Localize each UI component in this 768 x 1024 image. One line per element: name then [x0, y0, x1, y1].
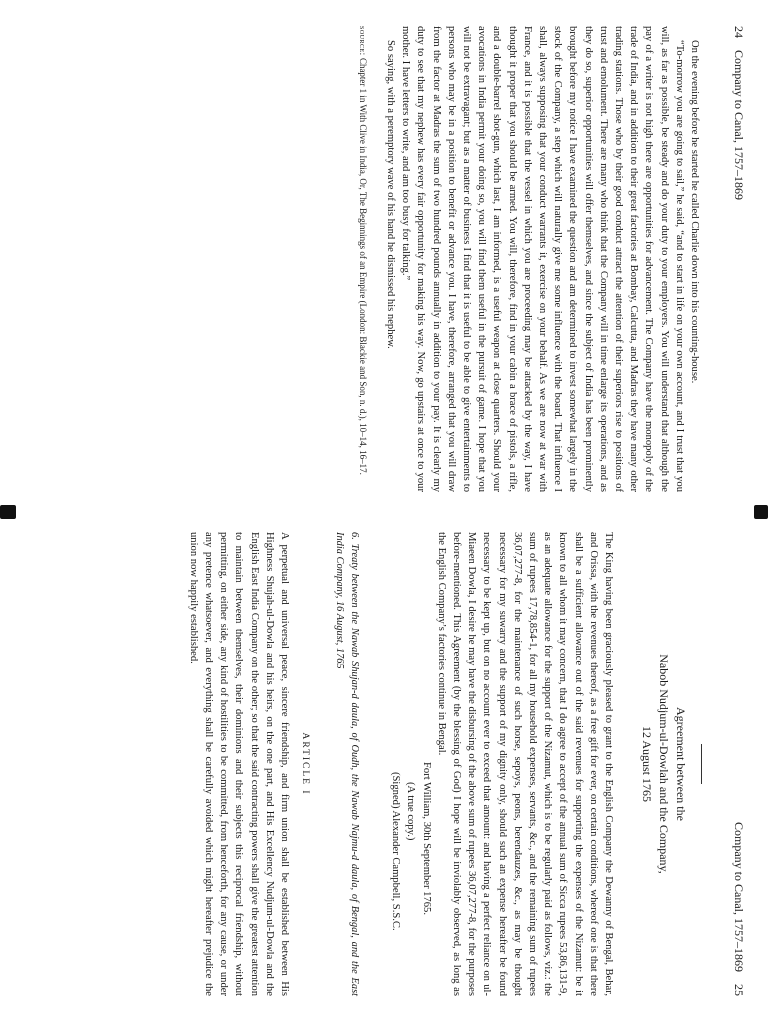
right-page-number: 25: [732, 984, 746, 996]
left-page-number: 24: [732, 26, 746, 38]
treaty-heading: 6. Treaty between the Nawab Shujan-d daula, of Oudh, the Nawab Najmu-d daula, of Bengal, and the East India Company, 16 August, 1765: [333, 532, 360, 996]
agreement-text: The King having been graciously pleased to grant to the English Company the Dewanny of Bengal, Behar, and Orissa, with the revenues thereof, as a free gift for ever, on certain conditions, whereof one is that there shall be a sufficient allowance out of the said revenues for supporting the expenses of the Nizamut: be it known to all whom it may concern, that I do agree to accept of the annual sum of Sicca rupees 53,86,131-9, as an adequate allowance for the support of the Nizamut, which is to be regularly paid as follows, viz.: the sum of rupees 17,78,854-1, for all my household expenses, servants, &c., and the remaining sum of rupees 36,07,277-8, for the maintenance of such horse, sepoys, peons, berendauzes, &c., as may be thought necessary for my suwarry and the support of my dignity only, should such an expense hereafter be found necessary to be kept up, but on no account ever to exceed that amount: and having a perfect reliance on ul-Miaeen Dowla, I desire he may have the disbursing of the above sum of rupees 36,07,277-8, for the purposes before-mentioned. This Agreement (by the blessing of God) I hope will be inviolably observed, as long as the English Company’s factories continue in Bengal.: [435, 532, 614, 996]
paragraph-1: On the evening before he started he called Charlie down into his counting-house.: [689, 40, 700, 384]
signature-true-copy: (A true copy.): [405, 782, 417, 841]
paragraph-3: So saying, with a peremptory wave of his hand he dismissed his nephew.: [384, 40, 396, 349]
agreement-date: 12 August 1765: [640, 725, 654, 802]
signature-place-date: Fort William, 30th September 1765.: [420, 762, 432, 915]
left-running-title: Company to Canal, 1757–1869: [732, 50, 746, 200]
source-text: Chapter 1 in With Clive in India, Or, The Beginnings of an Empire (London: Blackie and Son, n. d.), 10–14, 16–17.: [357, 57, 368, 475]
right-running-title: Company to Canal, 1757–1869: [732, 822, 746, 972]
agreement-title-line-1: Agreement between the: [674, 707, 688, 821]
article-text: A perpetual and universal peace, sincere friendship, and firm union shall be established between His Highness Shujah-ul-Dowla and his heirs, on the one part, and His Excellency Nudjum-ul-Dowla and the English East India Company on the other; so that the said contracting powers shall give the greatest attention to maintain between themselves, their dominions and their subjects this reciprocal friendship, without permitting, on either side, any kind of hostilities to be committed, from henceforth, for any cause, or under any pretence whatsoever, and everything shall be carefully avoided which might hereafter prejudice the union now happily established.: [187, 532, 290, 996]
agreement-title-line-2: Nabob Nudjum-ul-Dowlah and the Company,: [657, 654, 671, 874]
section-rule: [701, 744, 702, 784]
right-page: [0, 512, 768, 1024]
right-running-head: [724, 532, 746, 996]
source-label: source:: [357, 26, 368, 56]
signature-signed: (Signed) Alexander Campbell, S.S.C.: [390, 772, 402, 931]
paragraph-2: “To-morrow you are going to sail,” he said, “and to start in life on your own account, and I trust that you will, as far as possible, be steady and do your duty to your employers. You will understand that although the pay of a writer is not high there are opportunities for advancement. The Company have the monopoly of the trade of India, and in addition to their great factories at Bombay, Calcutta, and Madras they have many other trading stations. Those who by their good conduct attract the attention of their superiors rise to positions of trust and emolument. There are many who think that the Company will in time enlarge its operations, and as they do so, superior opportunities will offer themselves, and since the subject of India has been prominently brought before my notice I have examined the question and am determined to invest somewhat largely in the stock of the Company, a step which will naturally give me some influence with the board. That influence I shall, always supposing that your conduct warrants it, exercise on your behalf. As we are now at war with France, and it is possible that the vessel in which you are proceeding may be attacked by the way, I have thought it proper that you should be armed. You will, therefore, find in your cabin a brace of pistols, a rifle, and a double-barrel shot-gun, which last, I am informed, is a useful weapon at close quarters. Should your avocations in India permit your doing so, you will find them useful in the pursuit of game. I hope that you will not be extravagant; but as a matter of business I find that it is useful to be able to give entertainments to persons who may be in a position to benefit or advance you. I have, therefore, arranged that you will draw from the factor at Madras the sum of two hundred pounds annually in addition to your pay. It is clearly my duty to see that my nephew has every fair opportunity for making his way. Now, go upstairs at once to your mother. I have letters to write, and am too busy for talking.”: [400, 26, 685, 492]
article-label: ARTICLE I: [299, 732, 310, 796]
left-running-head: [724, 26, 746, 492]
source-note: [357, 26, 369, 492]
